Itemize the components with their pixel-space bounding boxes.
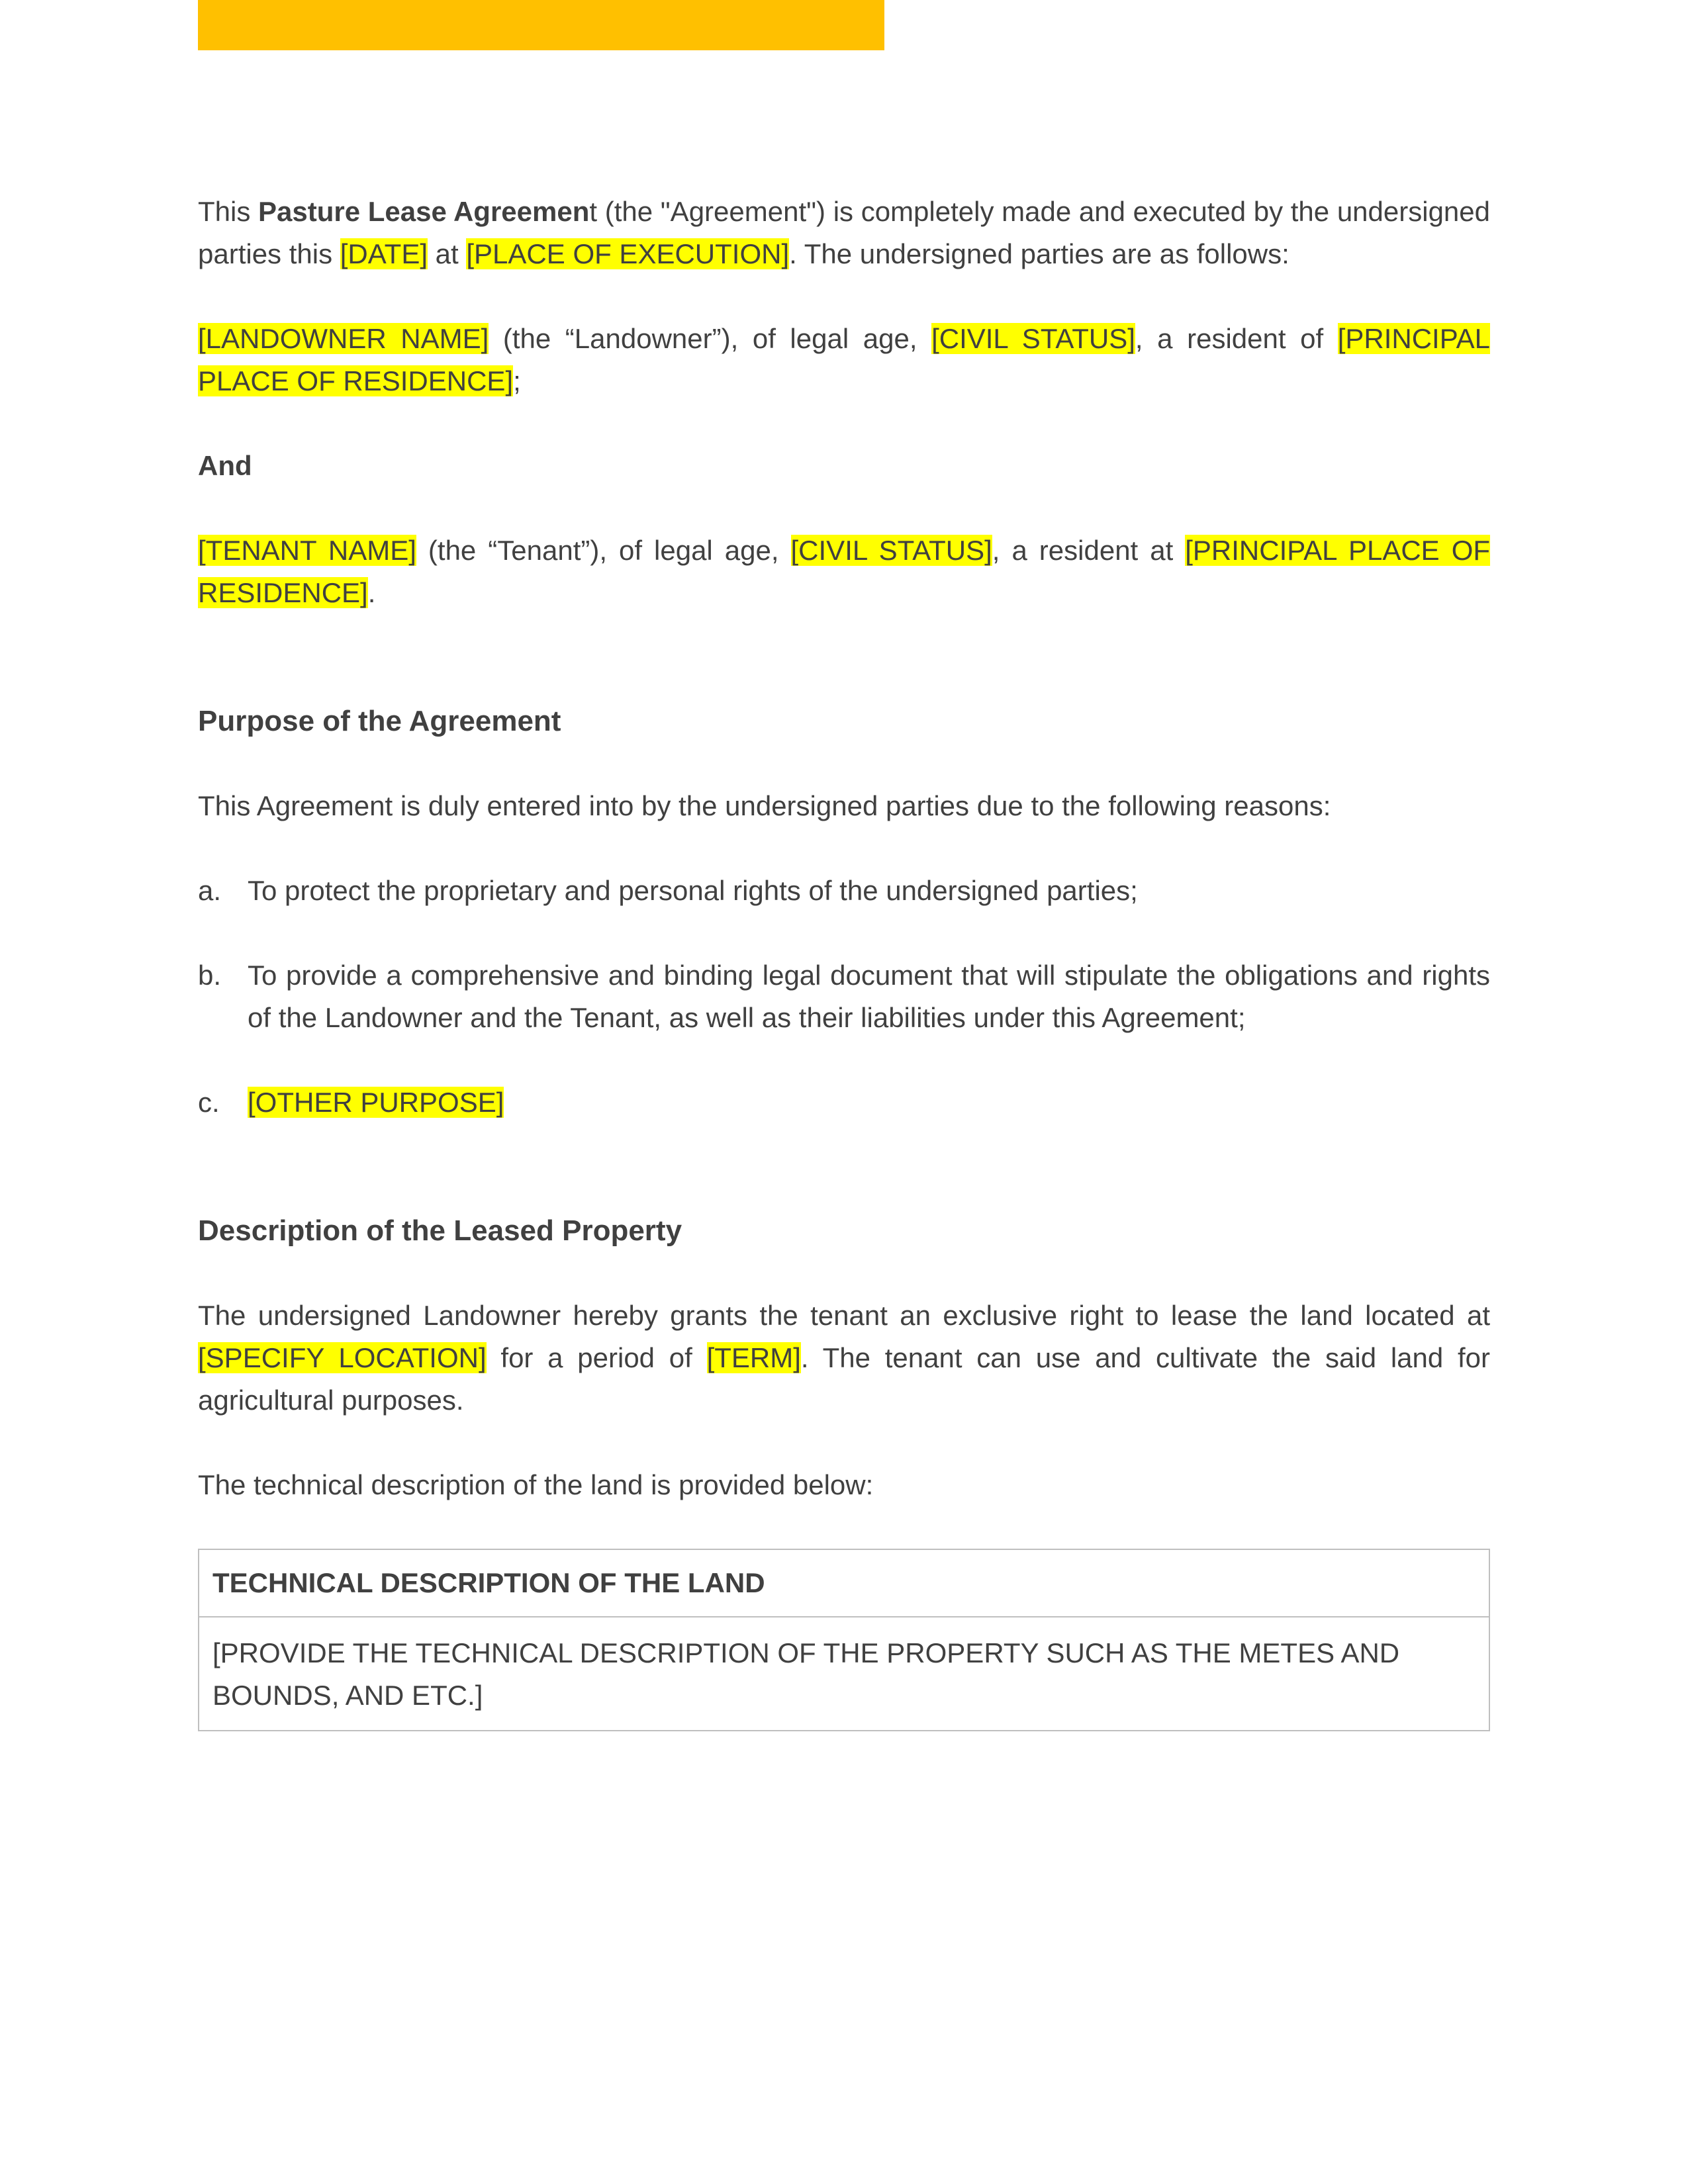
date-placeholder[interactable]: [DATE] [340, 238, 428, 269]
table-row [199, 1549, 1489, 1617]
landowner-paragraph [198, 318, 1490, 402]
location-placeholder[interactable]: [SPECIFY LOCATION] [198, 1342, 487, 1373]
document-body [198, 191, 1490, 1731]
purpose-item-a [198, 870, 1490, 912]
intro-text: t (the "Agreement") is completely made and executed by the undersigned parties this [198, 196, 1491, 269]
table-header-cell: TECHNICAL DESCRIPTION OF THE LAND [199, 1549, 1489, 1617]
purpose-heading: Purpose of the Agreement [198, 705, 561, 737]
landowner-text: , a resident of [1135, 323, 1338, 354]
table-row [199, 1617, 1489, 1731]
description-text: for a period of [486, 1342, 707, 1373]
list-marker: b. [198, 960, 222, 991]
list-item-text: To provide a comprehensive and binding legal document that will stipulate the obligations and rights of the Landowner and the Tenant, as well as their liabilities under this Agreement; [248, 960, 1490, 1033]
description-paragraph [198, 1295, 1490, 1422]
list-marker: c. [198, 1087, 220, 1118]
place-of-execution-placeholder[interactable]: [PLACE OF EXECUTION] [466, 238, 790, 269]
list-marker: a. [198, 875, 222, 906]
intro-text: This [198, 196, 259, 227]
description-heading: Description of the Leased Property [198, 1214, 682, 1247]
tenant-paragraph [198, 529, 1490, 614]
landowner-text: (the “Landowner”), of legal age, [489, 323, 932, 354]
header-accent-bar [198, 0, 884, 50]
and-text: And [198, 450, 252, 481]
list-item-text: To protect the proprietary and personal rights of the undersigned parties; [248, 875, 1138, 906]
technical-description-table [198, 1549, 1490, 1731]
term-placeholder[interactable]: [TERM] [706, 1342, 801, 1373]
tenant-text: (the “Tenant”), of legal age, [416, 535, 791, 566]
and-label [198, 445, 1490, 487]
other-purpose-placeholder[interactable]: [OTHER PURPOSE] [248, 1087, 504, 1118]
purpose-item-c [198, 1081, 1490, 1124]
intro-paragraph [198, 191, 1490, 275]
agreement-title: Pasture Lease Agreemen [258, 196, 590, 227]
description-text: The undersigned Landowner hereby grants the tenant an exclusive right to lease the land located at [198, 1300, 1490, 1331]
purpose-item-b [198, 954, 1490, 1039]
description-text: . The tenant can use and cultivate the said land for agricultural purposes. [198, 1342, 1491, 1416]
intro-text: . The undersigned parties are as follows: [789, 238, 1289, 269]
landowner-residence-placeholder[interactable]: [PRINCIPAL PLACE OF RESIDENCE] [198, 323, 1490, 396]
tenant-name-placeholder[interactable]: [TENANT NAME] [198, 535, 416, 566]
table-body-cell[interactable]: [PROVIDE THE TECHNICAL DESCRIPTION OF THE PROPERTY SUCH AS THE METES AND BOUNDS, AND ETC.] [199, 1617, 1489, 1731]
landowner-civil-status-placeholder[interactable]: [CIVIL STATUS] [931, 323, 1135, 354]
tenant-text: , a resident at [992, 535, 1186, 566]
purpose-intro: This Agreement is duly entered into by the undersigned parties due to the following reasons: [198, 790, 1331, 821]
tenant-civil-status-placeholder[interactable]: [CIVIL STATUS] [790, 535, 992, 566]
tenant-text: . [367, 577, 376, 608]
technical-intro: The technical description of the land is provided below: [198, 1469, 874, 1500]
intro-text: at [428, 238, 467, 269]
landowner-name-placeholder[interactable]: [LANDOWNER NAME] [198, 323, 489, 354]
landowner-text: ; [513, 365, 521, 396]
list-item-wrapper [248, 1081, 1490, 1124]
tenant-residence-placeholder[interactable]: [PRINCIPAL PLACE OF RESIDENCE] [198, 535, 1491, 608]
